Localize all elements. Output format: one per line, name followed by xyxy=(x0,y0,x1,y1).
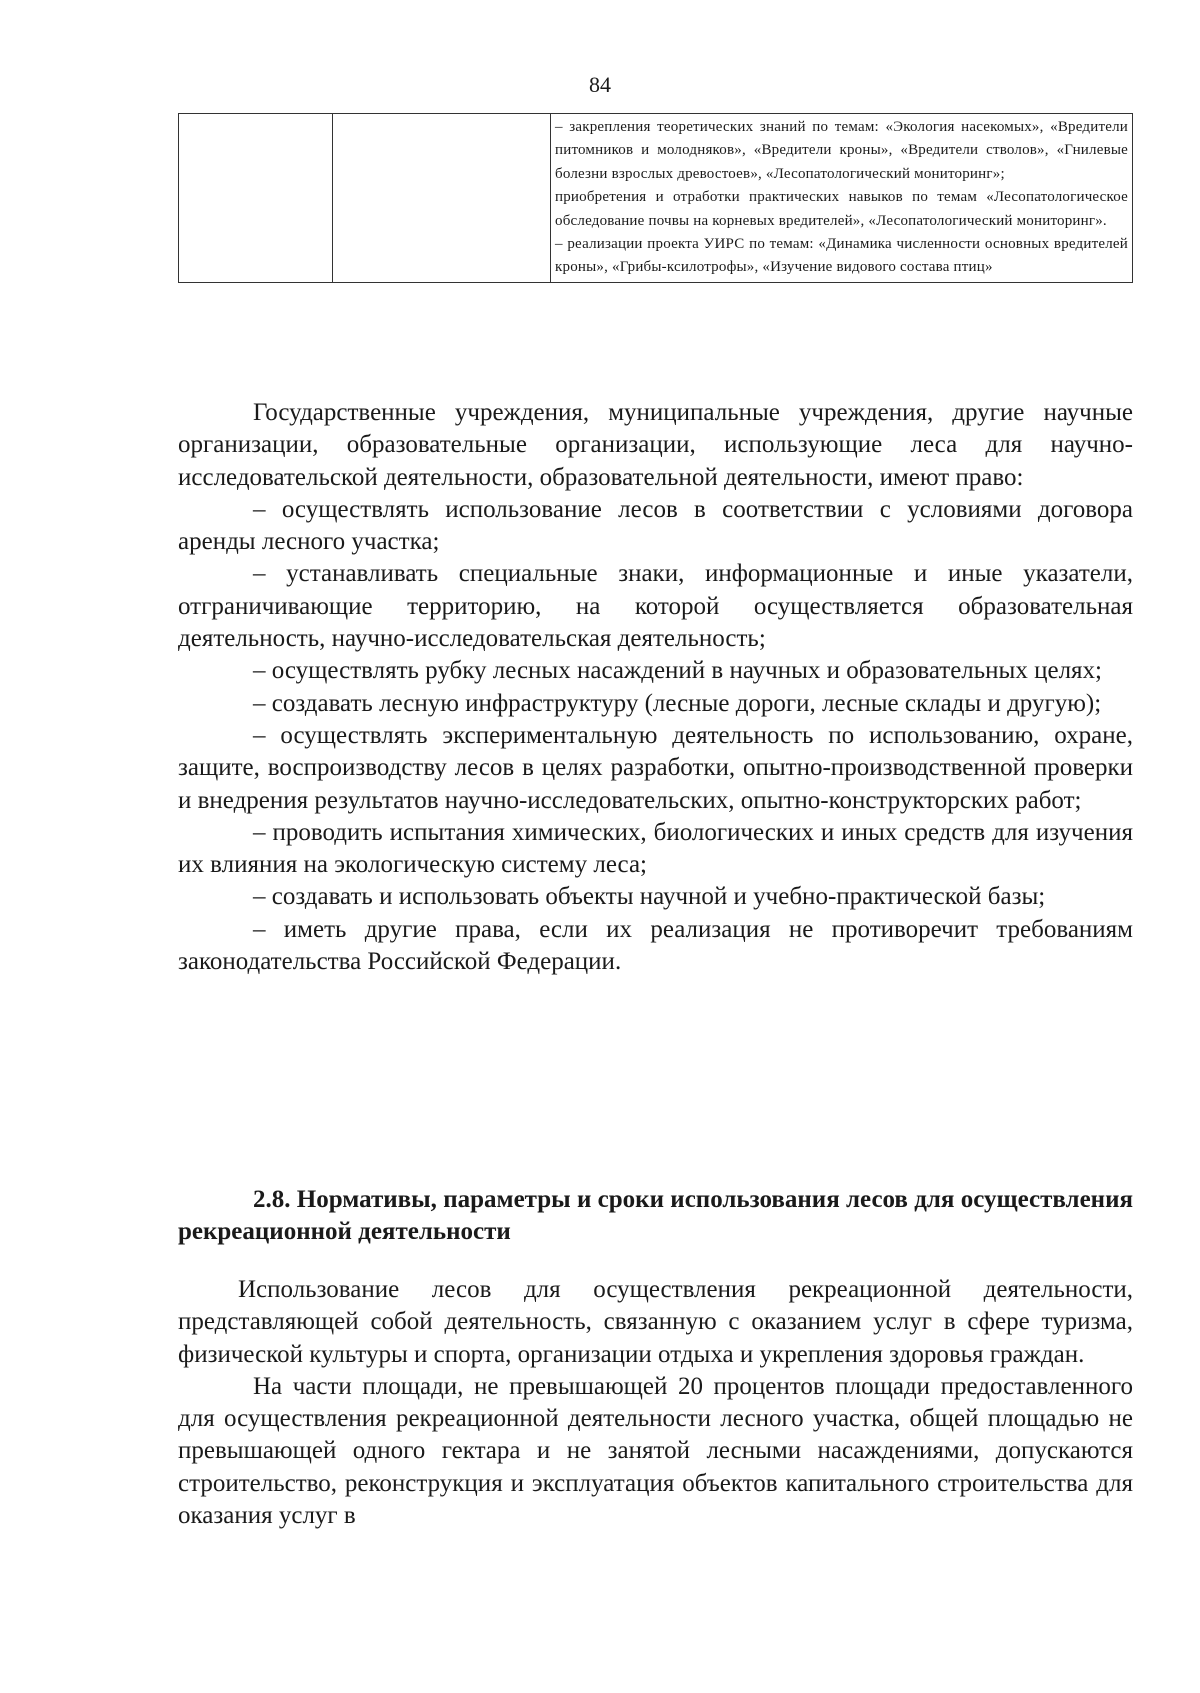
page-number: 84 xyxy=(589,72,611,97)
table-cell-empty-1 xyxy=(179,114,333,283)
table-cell-paragraph: – реализации проекта УИРС по темам: «Динамика численности основных вредителей кроны», «Грибы-ксилотрофы», «Изучение видового состава птиц» xyxy=(555,236,1128,276)
continuation-table xyxy=(178,113,1133,283)
list-item: – проводить испытания химических, биологических и иных средств для изучения их влияния на экологическую систему леса; xyxy=(178,818,1133,879)
list-item: – создавать лесную инфраструктуру (лесные дороги, лесные склады и другую); xyxy=(253,689,1102,717)
list-item: – иметь другие права, если их реализация не противоречит требованиям законодательства Российской Федерации. xyxy=(178,915,1133,976)
body-paragraph: Использование лесов для осуществления рекреационной деятельности, представляющей собой деятельность, связанную с оказанием услуг в сфере туризма, физической культуры и спорта, организации отдыха и укрепления здоровья граждан. xyxy=(178,1276,1133,1368)
table-cell-paragraph: – закрепления теоретических знаний по темам: «Экология насекомых», «Вредители питомников и молодняков», «Вредители кроны», «Вредители стволов», «Гнилевые болезни взрослых древостоев», «Лесопатологический мониторинг»; xyxy=(555,119,1128,182)
list-item: – осуществлять экспериментальную деятельность по использованию, охране, защите, воспроизводству лесов в целях разработки, опытно-производственной проверки и внедрения результатов научно-исследовательских, опытно-конструкторских работ; xyxy=(178,721,1133,814)
table-cell-content xyxy=(551,114,1133,283)
body-paragraph: На части площади, не превышающей 20 процентов площади предоставленного для осуществления рекреационной деятельности лесного участка, общей площадью не превышающей одного гектара и не занятой лесными насаждениями, допускаются строительство, реконструкция и эксплуатация объектов капитального строительства для оказания услуг в xyxy=(178,1372,1133,1530)
recreation-section xyxy=(178,1274,1133,1532)
table-row xyxy=(179,114,1133,283)
list-item: – создавать и использовать объекты научной и учебно-практической базы; xyxy=(253,883,1046,911)
section-heading: 2.8. Нормативы, параметры и сроки использования лесов для осуществления рекреационной деятельности xyxy=(178,1186,1133,1245)
intro-paragraph: Государственные учреждения, муниципальные учреждения, другие научные организации, образовательные организации, использующие леса для научно-исследовательской деятельности, образовательной деятельности, имеют право: xyxy=(178,399,1133,491)
table-cell-paragraph: приобретения и отработки практических навыков по темам «Лесопатологическое обследование почвы на корневых вредителей», «Лесопатологический мониторинг». xyxy=(555,189,1128,229)
list-item: – устанавливать специальные знаки, информационные и иные указатели, отграничивающие территорию, на которой осуществляется образовательная деятельность, научно-исследовательская деятельность; xyxy=(178,560,1133,653)
rights-section xyxy=(178,397,1133,978)
table-cell-empty-2 xyxy=(333,114,551,283)
list-item: – осуществлять использование лесов в соответствии с условиями договора аренды лесного участка; xyxy=(178,495,1133,556)
list-item: – осуществлять рубку лесных насаждений в научных и образовательных целях; xyxy=(253,657,1102,685)
